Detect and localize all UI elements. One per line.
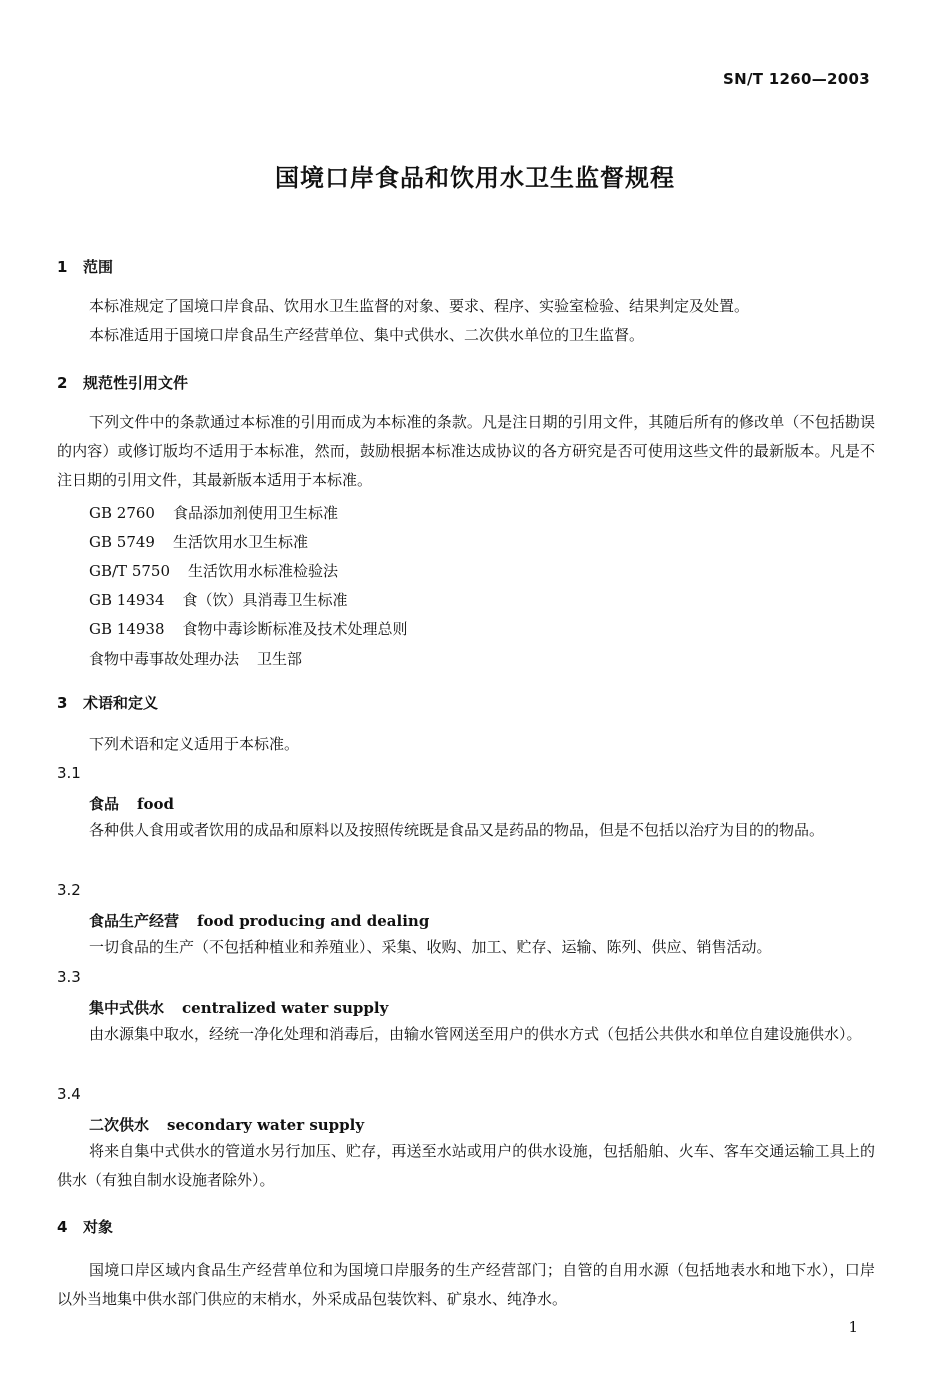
term-english: centralized water supply: [182, 999, 389, 1017]
reference-title: 卫生部: [257, 650, 303, 668]
term-heading: [89, 997, 388, 1018]
reference-title: 生活饮用水卫生标准: [172, 533, 308, 551]
reference-item: [89, 531, 308, 552]
term-definition: 一切食品的生产（不包括种植业和养殖业）、采集、收购、加工、贮存、运输、陈列、供应、销售活动。: [89, 938, 772, 956]
reference-code: GB 5749: [89, 533, 155, 551]
reference-item: [89, 589, 348, 610]
term-number: 3.2: [57, 881, 81, 899]
term-number: 3.3: [57, 968, 81, 986]
reference-code: GB/T 5750: [89, 562, 171, 580]
section-number: 2: [57, 374, 68, 392]
section-4-paragraph-1: 国境口岸区域内食品生产经营单位和为国境口岸服务的生产经营部门；自管的自用水源（包括地表水和地下水），口岸以外当地集中供水部门供应的末梢水，外采成品包装饮料、矿泉水、纯净水。: [57, 1261, 875, 1308]
section-3-intro: 下列术语和定义适用于本标准。: [89, 735, 300, 753]
standard-code: SN/T 1260—2003: [723, 70, 870, 88]
reference-title: 食品添加剂使用卫生标准: [172, 504, 338, 522]
page-number: 1: [848, 1318, 858, 1336]
section-number: 4: [57, 1218, 68, 1236]
section-number: 3: [57, 694, 68, 712]
reference-item: [89, 502, 338, 523]
term-english: food producing and dealing: [197, 912, 430, 930]
section-title: 对象: [83, 1218, 114, 1236]
term-heading: [89, 910, 429, 931]
term-english: food: [137, 795, 174, 813]
section-1-paragraph-1: 本标准规定了国境口岸食品、饮用水卫生监督的对象、要求、程序、实验室检验、结果判定及处置。: [89, 297, 750, 315]
term-chinese: 集中式供水: [89, 999, 165, 1017]
term-heading: [89, 1114, 364, 1135]
section-2-heading: [57, 372, 188, 393]
section-2-paragraph-1: 下列文件中的条款通过本标准的引用而成为本标准的条款。凡是注日期的引用文件，其随后所有的修改单（不包括勘误的内容）或修订版均不适用于本标准，然而，鼓励根据本标准达成协议的各方研究是否可使用这些文件的最新版本。凡是不注日期的引用文件，其最新版本适用于本标准。: [57, 413, 875, 489]
term-definition: 各种供人食用或者饮用的成品和原料以及按照传统既是食品又是药品的物品，但是不包括以治疗为目的的物品。: [89, 821, 825, 839]
reference-title: 食（饮）具消毒卫生标准: [182, 591, 348, 609]
reference-item: [89, 648, 302, 669]
term-number: 3.4: [57, 1085, 81, 1103]
section-number: 1: [57, 258, 68, 276]
section-1-paragraph-2: 本标准适用于国境口岸食品生产经营单位、集中式供水、二次供水单位的卫生监督。: [89, 326, 645, 344]
section-4-heading: [57, 1216, 113, 1237]
term-english: secondary water supply: [167, 1116, 365, 1134]
reference-item: [89, 618, 408, 639]
term-chinese: 食品生产经营: [89, 912, 180, 930]
term-chinese: 食品: [89, 795, 120, 813]
section-1-heading: [57, 256, 113, 277]
reference-code: GB 14934: [89, 591, 165, 609]
reference-code: 食物中毒事故处理办法: [89, 650, 240, 668]
section-title: 规范性引用文件: [83, 374, 189, 392]
reference-code: GB 14938: [89, 620, 165, 638]
section-3-heading: [57, 692, 158, 713]
reference-title: 生活饮用水标准检验法: [188, 562, 339, 580]
document-title: 国境口岸食品和饮用水卫生监督规程: [275, 164, 675, 192]
reference-title: 食物中毒诊断标准及技术处理总则: [182, 620, 408, 638]
term-heading: [89, 793, 174, 814]
section-title: 术语和定义: [83, 694, 159, 712]
term-chinese: 二次供水: [89, 1116, 150, 1134]
term-definition: 由水源集中取水，经统一净化处理和消毒后，由输水管网送至用户的供水方式（包括公共供水和单位自建设施供水）。: [89, 1025, 862, 1043]
term-number: 3.1: [57, 764, 81, 782]
term-definition: 将来自集中式供水的管道水另行加压、贮存，再送至水站或用户的供水设施，包括船舶、火车、客车交通运输工具上的供水（有独自制水设施者除外）。: [57, 1142, 875, 1189]
reference-code: GB 2760: [89, 504, 155, 522]
reference-item: [89, 560, 338, 581]
section-title: 范围: [83, 258, 114, 276]
